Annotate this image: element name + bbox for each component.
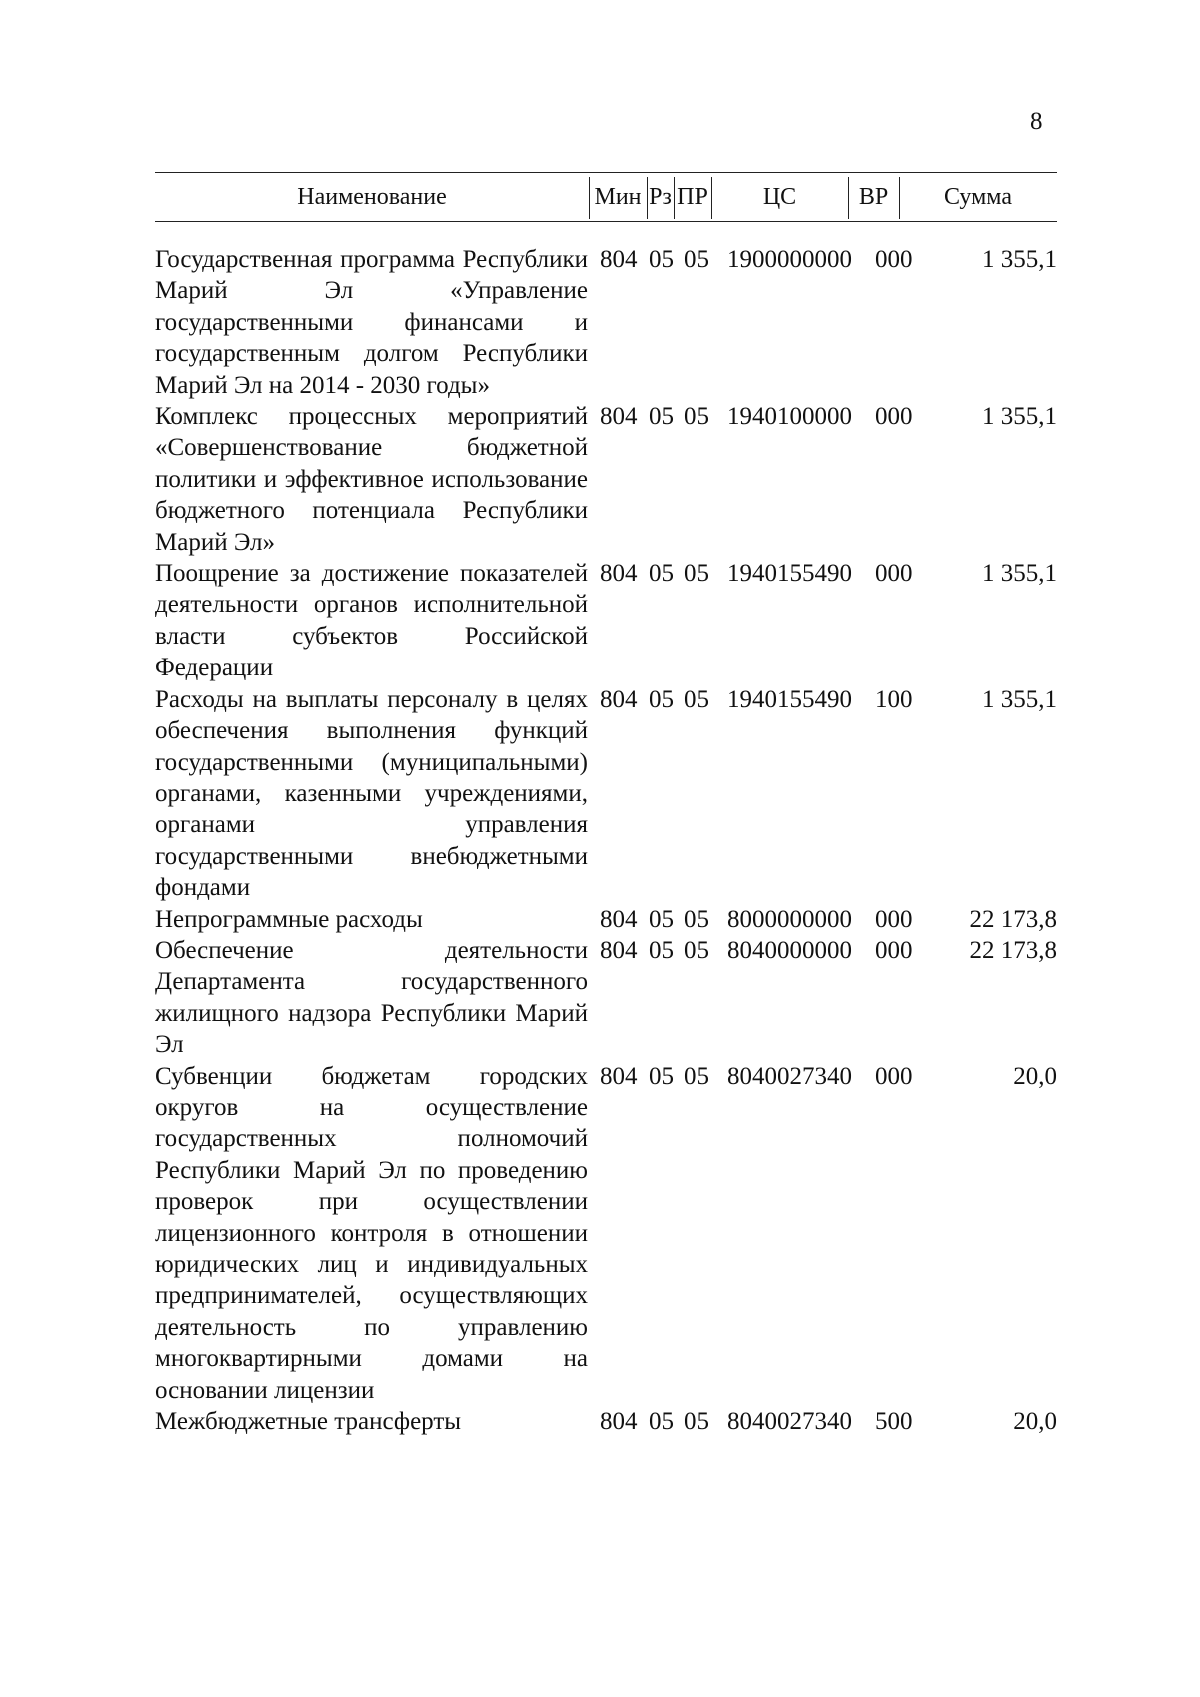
- row-sum: 20,0: [1013, 1408, 1057, 1436]
- row-vr: 000: [875, 905, 913, 933]
- row-min: 804: [600, 936, 638, 964]
- row-min: 804: [600, 560, 638, 588]
- row-name: Поощрение за достижение показателей деятельности органов исполнительной власти субъектов Российской Федерации: [155, 560, 588, 682]
- header-pr: ПР: [677, 184, 708, 210]
- row-cs: 1940100000: [727, 403, 852, 431]
- header-cs: ЦС: [762, 184, 797, 210]
- budget-table: [155, 172, 1057, 1436]
- row-cs: 8040027340: [727, 1408, 852, 1436]
- page-number: 8: [1030, 108, 1043, 135]
- row-vr: 000: [875, 403, 913, 431]
- table-row: [155, 1406, 1057, 1437]
- row-pr: 05: [684, 905, 709, 933]
- header-name: Наименование: [297, 184, 447, 210]
- row-name: Государственная программа Республики Марий Эл «Управление государственными финансами и государственным долгом Республики Марий Эл на 2014 - 2030 годы»: [155, 246, 588, 399]
- row-name: Непрограммные расходы: [155, 905, 423, 933]
- row-codes: [600, 244, 925, 275]
- row-rz: 05: [649, 905, 674, 933]
- table-row: [155, 244, 1057, 401]
- row-name: Обеспечение деятельности Департамента государственного жилищного надзора Республики Марий Эл: [155, 936, 588, 1059]
- header-rz: Рз: [649, 184, 672, 210]
- row-rz: 05: [649, 1062, 674, 1090]
- row-sum: 1 355,1: [982, 403, 1057, 431]
- row-vr: 000: [875, 246, 913, 273]
- row-pr: 05: [684, 936, 709, 964]
- row-pr: 05: [684, 560, 709, 588]
- row-codes: [600, 904, 925, 935]
- row-codes: [600, 684, 925, 715]
- header-vr: ВР: [858, 184, 889, 210]
- row-sum: 20,0: [1013, 1062, 1057, 1090]
- row-name: Межбюджетные трансферты: [155, 1408, 462, 1436]
- row-sum: 1 355,1: [982, 560, 1057, 588]
- row-vr: 000: [875, 560, 913, 588]
- table-row: [155, 684, 1057, 904]
- row-pr: 05: [684, 403, 709, 431]
- table-header: [155, 172, 1057, 222]
- row-pr: 05: [684, 1408, 709, 1436]
- row-pr: 05: [684, 1062, 709, 1090]
- row-min: 804: [600, 1062, 638, 1090]
- table-row: [155, 904, 1057, 935]
- row-min: 804: [600, 685, 638, 713]
- row-sum: 22 173,8: [969, 905, 1057, 933]
- row-codes: [600, 1061, 925, 1092]
- row-codes: [600, 935, 925, 966]
- row-cs: 1900000000: [727, 246, 852, 273]
- table-row: [155, 401, 1057, 558]
- header-min: Мин: [594, 184, 642, 210]
- row-rz: 05: [649, 1408, 674, 1436]
- row-sum: 1 355,1: [982, 246, 1057, 273]
- row-rz: 05: [649, 246, 674, 273]
- row-pr: 05: [684, 685, 709, 713]
- table-row: [155, 558, 1057, 684]
- table-row: [155, 1061, 1057, 1406]
- row-rz: 05: [649, 936, 674, 964]
- row-pr: 05: [684, 246, 709, 273]
- row-cs: 1940155490: [727, 685, 852, 713]
- row-codes: [600, 1406, 925, 1437]
- row-cs: 1940155490: [727, 560, 852, 588]
- header-sum: Сумма: [944, 184, 1012, 210]
- row-sum: 1 355,1: [982, 685, 1057, 713]
- row-codes: [600, 401, 925, 432]
- row-vr: 500: [875, 1408, 913, 1436]
- row-codes: [600, 558, 925, 589]
- row-min: 804: [600, 1408, 638, 1436]
- row-name: Расходы на выплаты персоналу в целях обеспечения выполнения функций государственными (муниципальными) органами, казенными учреждениями, органами управления государственными внебюджетными фондами: [155, 685, 588, 902]
- row-min: 804: [600, 403, 638, 431]
- row-cs: 8040027340: [727, 1062, 852, 1090]
- row-name: Комплекс процессных мероприятий «Совершенствование бюджетной политики и эффективное использование бюджетного потенциала Республики Марий Эл»: [155, 403, 588, 556]
- row-vr: 000: [875, 1062, 913, 1090]
- table-row: [155, 935, 1057, 1061]
- row-cs: 8000000000: [727, 905, 852, 933]
- row-cs: 8040000000: [727, 936, 852, 964]
- row-vr: 000: [875, 936, 913, 964]
- row-min: 804: [600, 905, 638, 933]
- row-min: 804: [600, 246, 638, 273]
- row-rz: 05: [649, 403, 674, 431]
- row-name: Субвенции бюджетам городских округов на осуществление государственных полномочий Республики Марий Эл по проведению проверок при осуществлении лицензионного контроля в отношении юридических лиц и индивидуальных предпринимателей, осуществляющих деятельность по управлению многоквартирными домами на основании лицензии: [155, 1062, 588, 1404]
- table-body: [155, 244, 1057, 1437]
- row-vr: 100: [875, 685, 913, 713]
- row-rz: 05: [649, 685, 674, 713]
- row-rz: 05: [649, 560, 674, 588]
- row-sum: 22 173,8: [969, 936, 1057, 964]
